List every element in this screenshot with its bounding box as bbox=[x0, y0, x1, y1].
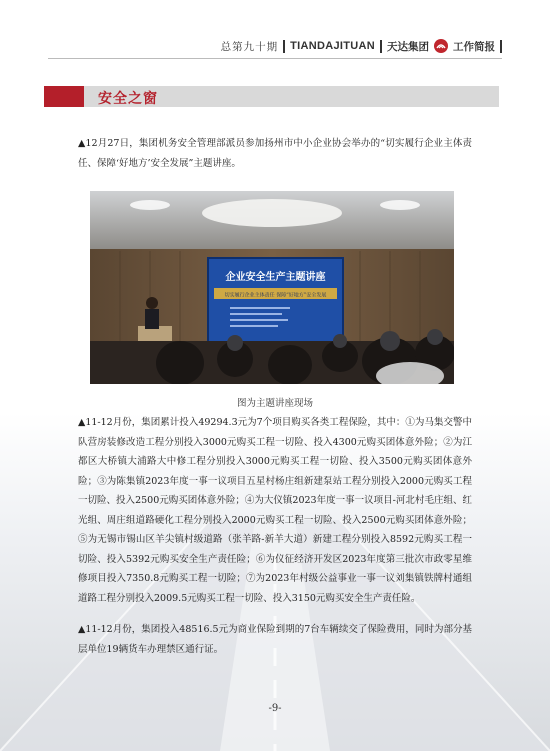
paragraph-insurance: ▲11-12月份，集团累计投入49294.3元为7个项目购买各类工程保险，其中：①为马集交警中队营房装修改造工程分别投入3000元购买工程一切险、投入4300元购买团体意外险；②为江都区大桥镇大浦路大中修工程分别投入3000元购买工程一切险、投入3500元购买团体意外险；③为陈集镇2023年度一事一议项目五星村杨庄组新建泵站工程分别投入2000元购买工程一切险、投入2500元购买团体意外险；④为大仪镇2023年度一事一议项目-河北村毛庄组、红光组、周庄组道路硬化工程分别投入2000元购买工程一切险、投入2500元购买团体意外险；⑤为无锡市锡山区羊尖镇村级道路（张羊路-新羊大道）新建工程分别投入8592元购买工程一切险、投入5392元购买安全生产责任险；⑥为仪征经济开发区2023年度第三批次市政零星维修项目投入7350.8元购买工程一切险；⑦为2023年村级公益事业一事一议刘集镇铁牌村通组道路工程分别投入2009.5元购买工程一切险、投入3150元购买安全生产责任险。 bbox=[78, 417, 472, 604]
brand-name-cn: 天达集团 bbox=[387, 40, 429, 53]
section-accent-block bbox=[44, 86, 84, 107]
screen-subtitle-text: 切实履行企业主体责任 保障“好地方”安全发展 bbox=[224, 292, 327, 299]
screen-title-text: 企业安全生产主题讲座 bbox=[225, 272, 326, 283]
photo-caption: 图为主题讲座现场 bbox=[236, 398, 313, 409]
header-rule bbox=[48, 58, 502, 59]
company-logo-icon bbox=[434, 39, 448, 53]
header-divider bbox=[500, 40, 502, 53]
lecture-photo bbox=[90, 191, 454, 384]
paragraph-vehicle-insurance: ▲11-12月份，集团投入48516.5元为商业保险到期的7台车辆续交了保险费用，同时为部分基层单位19辆货车办理禁区通行证。 bbox=[78, 624, 472, 655]
issue-number: 总第九十期 bbox=[220, 40, 279, 53]
section-title: 安全之窗 bbox=[98, 91, 158, 107]
section-header-bar bbox=[44, 86, 499, 107]
header-divider bbox=[380, 40, 382, 53]
brand-name-en: TIANDAJITUAN bbox=[290, 40, 375, 52]
publication-name: 工作简报 bbox=[453, 40, 495, 53]
page-header bbox=[221, 38, 502, 54]
paragraph-lecture: ▲12月27日，集团机务安全管理部派员参加扬州市中小企业协会举办的“切实履行企业主体责任、保障‘好地方’安全发展”主题讲座。 bbox=[78, 138, 472, 169]
page-number: -9- bbox=[268, 703, 282, 714]
header-divider bbox=[283, 40, 285, 53]
